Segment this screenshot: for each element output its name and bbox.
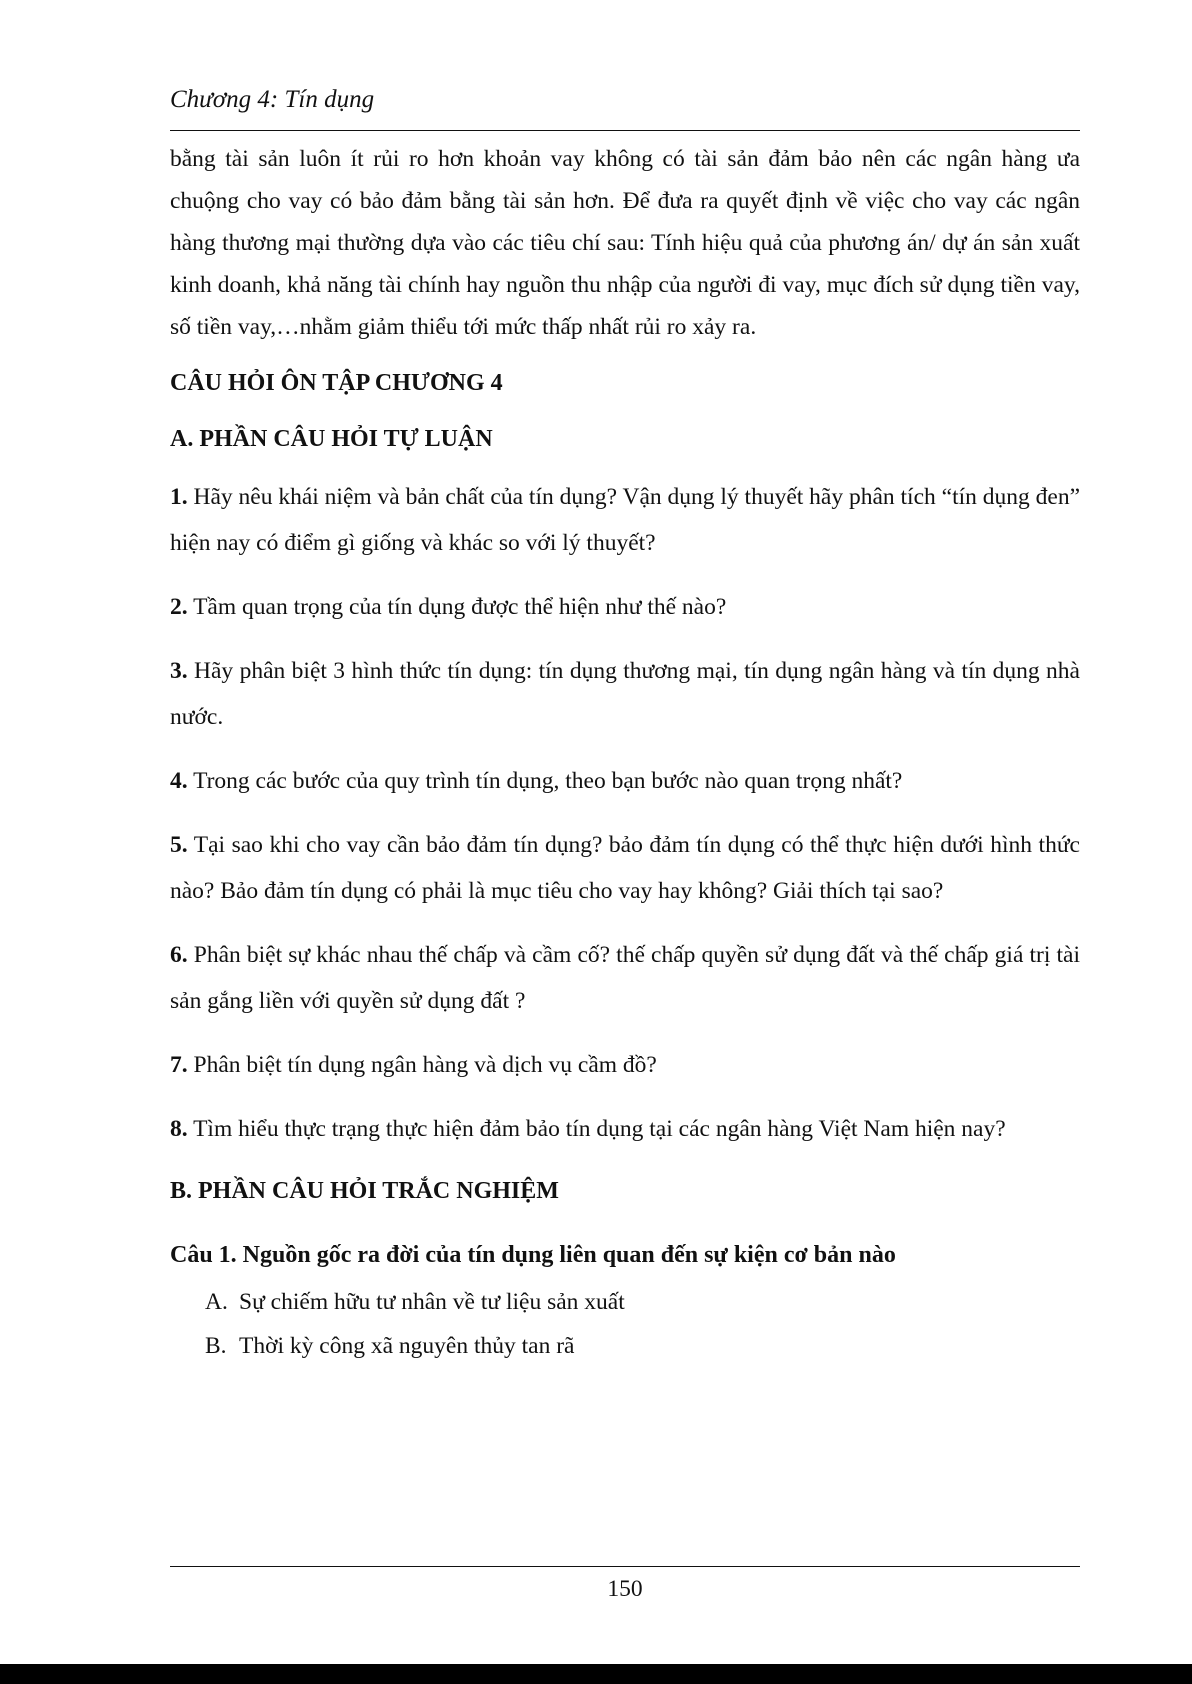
option-letter: A. xyxy=(205,1289,228,1315)
page-number: 150 xyxy=(607,1576,643,1602)
essay-question xyxy=(170,474,1080,566)
question-text: Tầm quan trọng của tín dụng được thể hiện như thế nào? xyxy=(187,594,727,620)
mcq-option xyxy=(205,1324,1080,1368)
document-page xyxy=(170,0,1080,1684)
mcq-question-title: Câu 1. Nguồn gốc ra đời của tín dụng liên quan đến sự kiện cơ bản nào xyxy=(170,1242,896,1268)
section-b-heading: B. PHẦN CÂU HỎI TRẮC NGHIỆM xyxy=(170,1178,559,1204)
question-number: 1. xyxy=(170,484,188,510)
essay-question xyxy=(170,758,1080,804)
essay-question xyxy=(170,932,1080,1024)
header-divider xyxy=(170,130,1080,131)
option-letter: B. xyxy=(205,1333,227,1359)
question-text: Trong các bước của quy trình tín dụng, theo bạn bước nào quan trọng nhất? xyxy=(187,768,903,794)
question-number: 4. xyxy=(170,768,188,794)
section-a-heading: A. PHẦN CÂU HỎI TỰ LUẬN xyxy=(170,426,493,452)
essay-question xyxy=(170,1106,1080,1152)
question-number: 5. xyxy=(170,832,188,858)
question-text: Hãy phân biệt 3 hình thức tín dụng: tín dụng thương mại, tín dụng ngân hàng và tín dụng nhà nước. xyxy=(170,658,1080,730)
question-number: 6. xyxy=(170,942,188,968)
review-heading: CÂU HỎI ÔN TẬP CHƯƠNG 4 xyxy=(170,370,503,396)
question-number: 7. xyxy=(170,1052,188,1078)
question-number: 2. xyxy=(170,594,188,620)
footer-divider xyxy=(170,1566,1080,1567)
running-header: Chương 4: Tín dụng xyxy=(170,86,375,113)
question-text: Tìm hiểu thực trạng thực hiện đảm bảo tín dụng tại các ngân hàng Việt Nam hiện nay? xyxy=(187,1116,1006,1142)
question-number: 8. xyxy=(170,1116,188,1142)
essay-question xyxy=(170,584,1080,630)
question-text: Hãy nêu khái niệm và bản chất của tín dụng? Vận dụng lý thuyết hãy phân tích “tín dụng đen” hiện nay có điểm gì giống và khác so với lý thuyết? xyxy=(170,484,1080,556)
essay-question xyxy=(170,648,1080,740)
question-text: Tại sao khi cho vay cần bảo đảm tín dụng? bảo đảm tín dụng có thể thực hiện dưới hình thức nào? Bảo đảm tín dụng có phải là mục tiêu cho vay hay không? Giải thích tại sao? xyxy=(170,832,1080,904)
question-text: Phân biệt tín dụng ngân hàng và dịch vụ cầm đồ? xyxy=(187,1052,657,1078)
option-text: Sự chiếm hữu tư nhân về tư liệu sản xuất xyxy=(239,1289,625,1315)
mcq-option xyxy=(205,1280,1080,1324)
scan-edge-bar xyxy=(0,1664,1192,1684)
essay-question xyxy=(170,1042,1080,1088)
intro-paragraph: bằng tài sản luôn ít rủi ro hơn khoản vay không có tài sản đảm bảo nên các ngân hàng ưa chuộng cho vay có bảo đảm bằng tài sản hơn. Để đưa ra quyết định về việc cho vay các ngân hàng thương mại thường dựa vào các tiêu chí sau: Tính hiệu quả của phương án/ dự án sản xuất kinh doanh, khả năng tài chính hay nguồn thu nhập của người đi vay, mục đích sử dụng tiền vay, số tiền vay,…nhằm giảm thiểu tới mức thấp nhất rủi ro xảy ra. xyxy=(170,146,1080,340)
page-content xyxy=(170,138,1080,1368)
option-text: Thời kỳ công xã nguyên thủy tan rã xyxy=(239,1333,575,1359)
question-number: 3. xyxy=(170,658,188,684)
question-text: Phân biệt sự khác nhau thế chấp và cầm cố? thế chấp quyền sử dụng đất và thế chấp giá trị tài sản gắng liền với quyền sử dụng đất ? xyxy=(170,942,1080,1014)
mcq-options xyxy=(205,1280,1080,1368)
essay-question-list xyxy=(170,474,1080,1152)
essay-question xyxy=(170,822,1080,914)
